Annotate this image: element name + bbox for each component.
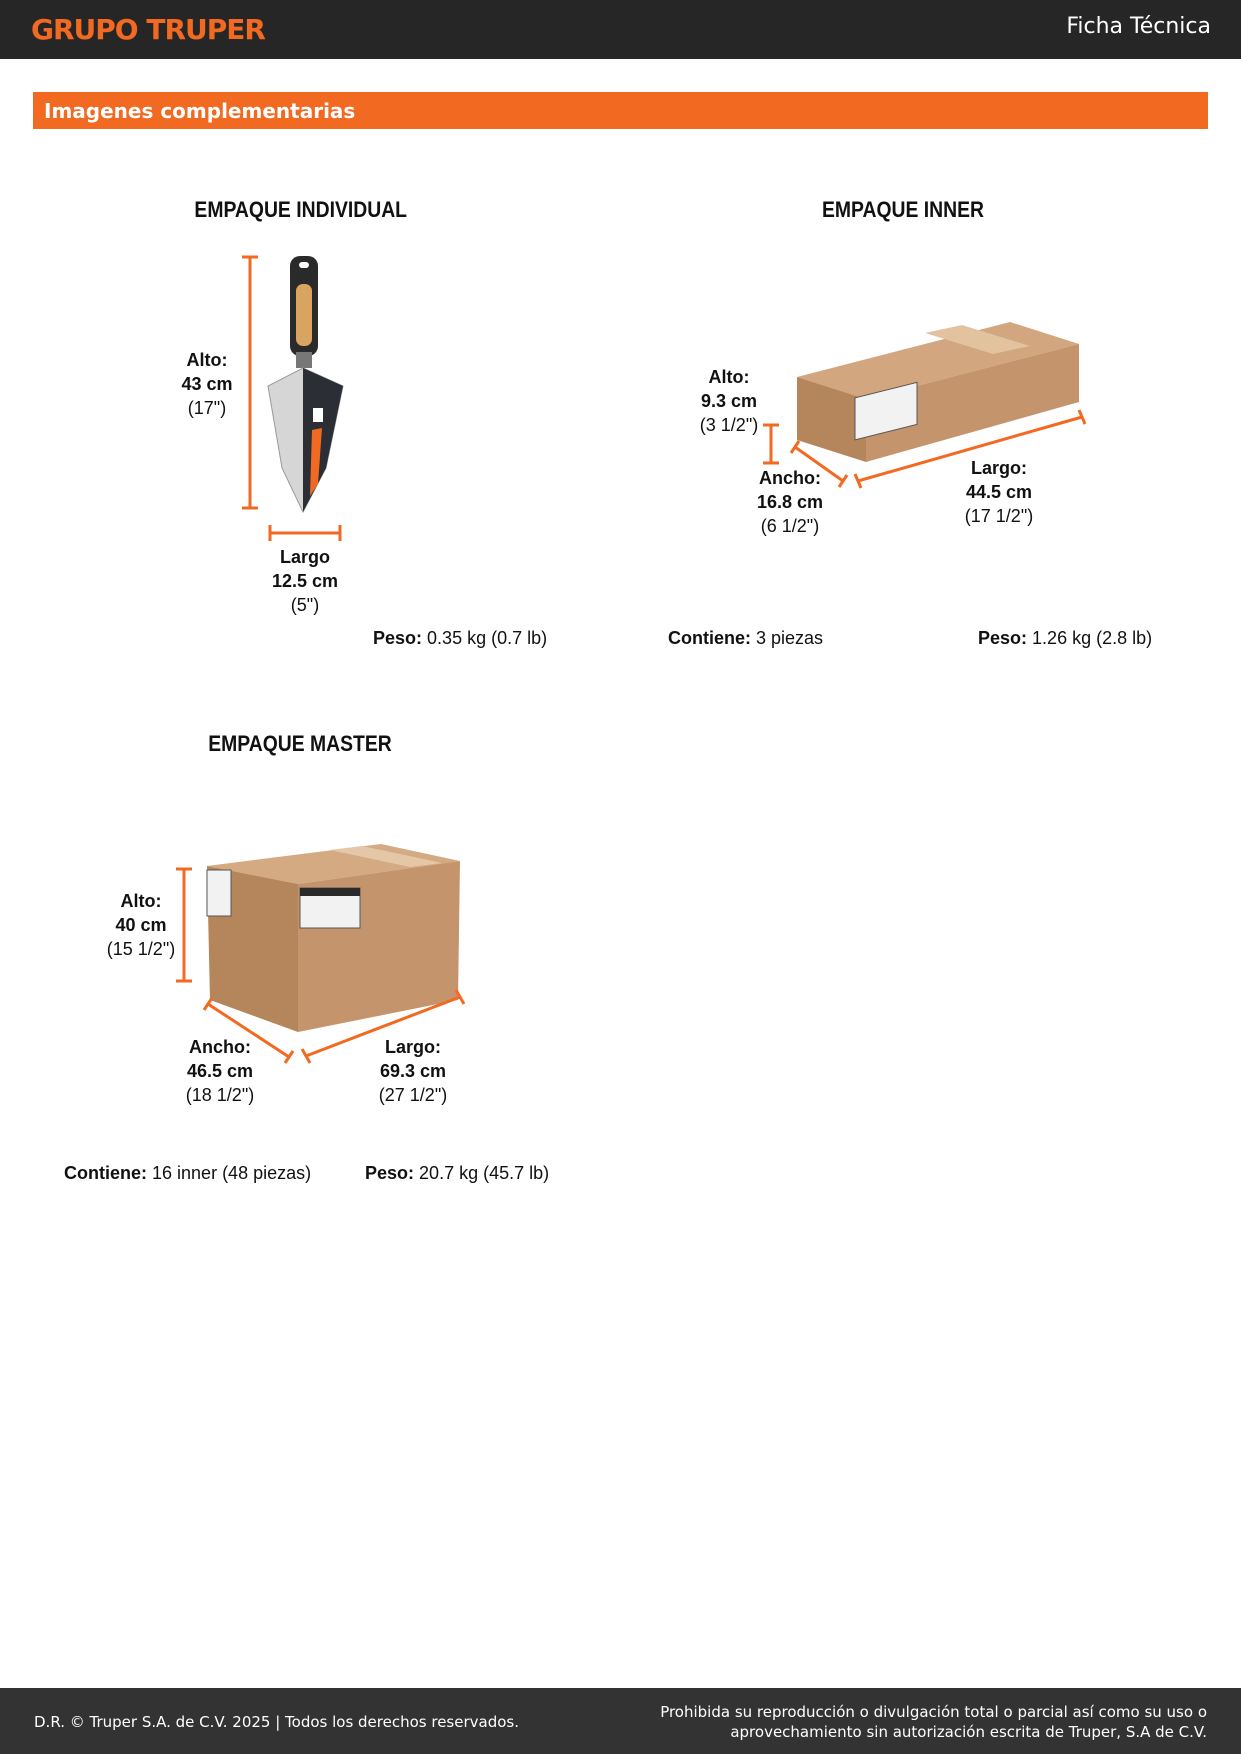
- peso-label: Peso:: [978, 628, 1028, 648]
- ancho-value: 16.8 cm: [756, 492, 824, 512]
- master-ancho: [186, 1035, 254, 1107]
- inner-largo: [965, 456, 1033, 528]
- inner-contiene: [668, 628, 823, 649]
- alto-imperial: (3 1/2"): [699, 415, 759, 435]
- footer-notice: [660, 1702, 1207, 1742]
- peso-label: Peso:: [365, 1163, 415, 1183]
- master-box-image: [176, 844, 464, 1063]
- alto-imperial: (17"): [187, 398, 227, 418]
- inner-peso: [978, 628, 1152, 649]
- largo-value: 69.3 cm: [379, 1061, 447, 1081]
- individual-peso: [373, 628, 547, 649]
- largo-value: 12.5 cm: [271, 571, 339, 591]
- master-peso: [365, 1163, 549, 1184]
- alto-value: 9.3 cm: [700, 391, 758, 411]
- footer-notice-line1: Prohibida su reproducción o divulgación total o parcial así como su uso o: [660, 1703, 1207, 1721]
- contiene-value: 3 piezas: [756, 628, 824, 648]
- largo-imperial: (17 1/2"): [964, 506, 1034, 526]
- largo-label: Largo: [279, 547, 330, 567]
- ancho-imperial: (6 1/2"): [760, 516, 820, 536]
- alto-label: Alto:: [120, 891, 162, 911]
- individual-largo: [272, 545, 338, 617]
- section-title: Imagenes complementarias: [44, 99, 356, 123]
- inner-alto: [700, 365, 758, 437]
- largo-label: Largo:: [971, 458, 1027, 478]
- master-contiene: [64, 1163, 311, 1184]
- footer-copyright: D.R. © Truper S.A. de C.V. 2025 | Todos los derechos reservados.: [34, 1713, 519, 1731]
- largo-imperial: (5"): [290, 595, 320, 615]
- alto-value: 43 cm: [181, 374, 233, 394]
- inner-ancho: [757, 466, 823, 538]
- alto-value: 40 cm: [115, 915, 167, 935]
- ancho-imperial: (18 1/2"): [185, 1085, 255, 1105]
- ancho-value: 46.5 cm: [186, 1061, 254, 1081]
- alto-label: Alto:: [186, 350, 228, 370]
- inner-box-image: [763, 322, 1085, 488]
- contiene-label: Contiene:: [64, 1163, 147, 1183]
- brand-logo: GRUPO TRUPER: [31, 13, 265, 46]
- ancho-label: Ancho:: [759, 468, 821, 488]
- doc-type-title: Ficha Técnica: [1066, 14, 1211, 39]
- contiene-label: Contiene:: [668, 628, 751, 648]
- largo-label: Largo:: [385, 1037, 441, 1057]
- peso-label: Peso:: [373, 628, 423, 648]
- alto-label: Alto:: [708, 367, 750, 387]
- largo-imperial: (27 1/2"): [378, 1085, 448, 1105]
- individual-alto: [181, 348, 232, 420]
- individual-title: EMPAQUE INDIVIDUAL: [194, 197, 408, 222]
- largo-value: 44.5 cm: [965, 482, 1033, 502]
- alto-imperial: (15 1/2"): [106, 939, 176, 959]
- peso-value: 1.26 kg (2.8 lb): [1032, 628, 1153, 648]
- peso-value: 20.7 kg (45.7 lb): [419, 1163, 550, 1183]
- master-title: EMPAQUE MASTER: [208, 731, 392, 756]
- peso-value: 0.35 kg (0.7 lb): [427, 628, 548, 648]
- inner-title: EMPAQUE INNER: [821, 197, 985, 222]
- footer-notice-line2: aprovechamiento sin autorización escrita de Truper, S.A de C.V.: [730, 1723, 1207, 1741]
- master-alto: [107, 889, 175, 961]
- master-largo: [379, 1035, 447, 1107]
- footer: [0, 1688, 1241, 1754]
- ancho-label: Ancho:: [189, 1037, 251, 1057]
- trowel-image: [242, 256, 343, 541]
- contiene-value: 16 inner (48 piezas): [152, 1163, 312, 1183]
